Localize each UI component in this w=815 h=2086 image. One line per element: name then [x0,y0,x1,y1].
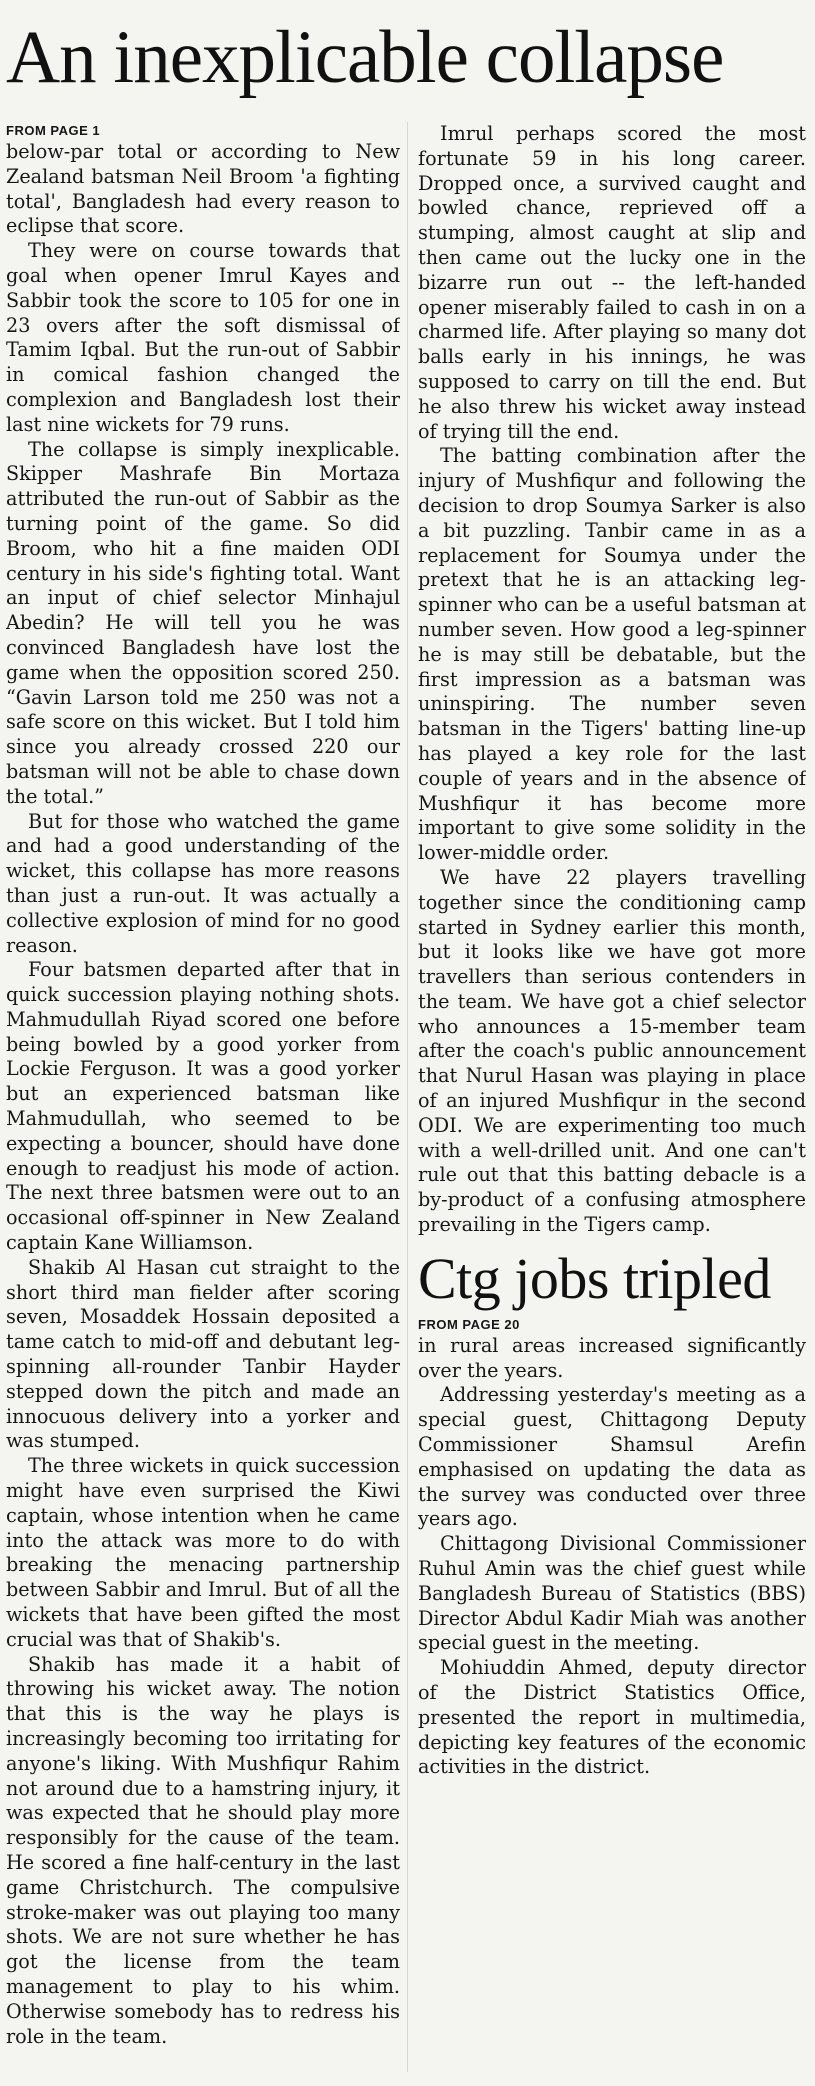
column-divider [407,122,408,2072]
article-paragraph-6: Shakib Al Hasan cut straight to the short third man fielder after scoring seven, Mosaddek Hossain deposited a tame catch to mid-off and debutant leg-spinning all-rounder Tanbir Hayder stepped down the pitch and made an innocuous delivery into a yorker and was stumped. [6,1255,400,1453]
article-paragraph-10: The batting combination after the injury of Mushfiqur and following the decision to drop Soumya Sarker is also a bit puzzling. Tanbir came in as a replacement for Soumya under the pretext that he is an attacking leg-spinner who can be a useful batsman at number seven. How good a leg-spinner he is may still be debatable, but the first impression as a batsman was uninspiring. The number seven batsman in the Tigers' batting line-up has played a key role for the last couple of years and in the absence of Mushfiqur it has become more important to give some solidity in the lower-middle order. [418,444,806,865]
article-paragraph-7: The three wickets in quick succession might have even surprised the Kiwi captain, whose intention when he came into the attack was more to do with breaking the menacing partnership between Sabbir and Imrul. But of all the wickets that have been gifted the most crucial was that of Shakib's. [6,1454,400,1651]
second-article-paragraph-1: in rural areas increased significantly over the years. [418,1333,806,1382]
second-article-paragraph-4: Mohiuddin Ahmed, deputy director of the District Statistics Office, presented the report in multimedia, depicting key features of the economic activities in the district. [418,1656,806,1779]
article-paragraph-11: We have 22 players travelling together since the conditioning camp started in Sydney earlier this month, but it looks like we have got more travellers than serious contenders in the team. We have got a chief selector who announces a 15-member team after the coach's public announcement that Nurul Hasan was playing in place of an injured Mushfiqur in the second ODI. We are experimenting too much with a well-drilled unit. And one can't rule out that this batting debacle is a by-product of a confusing atmosphere prevailing in the Tigers camp. [418,865,806,1237]
article-paragraph-1: below-par total or according to New Zealand batsman Neil Broom 'a fighting total', Bangladesh had every reason to eclipse that score. [6,140,400,238]
second-article-paragraph-2: Addressing yesterday's meeting as a special guest, Chittagong Deputy Commissioner Shamsul Arefin emphasised on updating the data as the survey was conducted over three years ago. [418,1383,806,1531]
second-article-kicker: FROM PAGE 20 [418,1316,520,1332]
article-kicker: FROM PAGE 1 [6,123,101,138]
article-paragraph-3: The collapse is simply inexplicable. Skipper Mashrafe Bin Mortaza attributed the run-out of Sabbir as the turning point of the game. So did Broom, who hit a fine maiden ODI century in his side's fighting total. Want an input of chief selector Minhajul Abedin? He will tell you he was convinced Bangladesh have lost the game when the opposition scored 250. “Gavin Larson told me 250 was not a safe score on this wicket. But I told him since you already crossed 220 our batsman will not be able to chase down the total.” [6,437,400,808]
article-paragraph-9: Imrul perhaps scored the most fortunate 59 in his long career. Dropped once, a survived caught and bowled chance, reprieved off a stumping, almost caught at slip and then came out the lucky one in the bizarre run out -- the left-handed opener miserably failed to cash in on a charmed life. After playing so many dot balls early in his innings, he was supposed to carry on till the end. But he also threw his wicket away instead of trying till the end. [418,122,806,443]
article-paragraph-4: But for those who watched the game and had a good understanding of the wicket, this collapse has more reasons than just a run-out. It was actually a collective explosion of mind for no good reason. [6,809,400,957]
left-column [6,122,400,2077]
second-article-paragraph-3: Chittagong Divisional Commissioner Ruhul Amin was the chief guest while Bangladesh Bureau of Statistics (BBS) Director Abdul Kadir Miah was another special guest in the meeting. [418,1532,806,1655]
article-paragraph-8: Shakib has made it a habit of throwing his wicket away. The notion that this is the way he plays is increasingly becoming too irritating for anyone's liking. With Mushfiqur Rahim not around due to a hamstring injury, it was expected that he should play more responsibly for the cause of the team. He scored a fine half-century in the last game Christchurch. The compulsive stroke-maker was out playing too many shots. We are not sure whether he has got the license from the team management to play to his whim. Otherwise somebody has to redress his role in the team. [6,1652,400,2048]
article-paragraph-5: Four batsmen departed after that in quick succession playing nothing shots. Mahmudullah Riyad scored one before being bowled by a good yorker from Lockie Ferguson. It was a good yorker but an experienced batsman like Mahmudullah, who seemed to be expecting a bouncer, should have done enough to readjust his mode of action. The next three batsmen were out to an occasional off-spinner in New Zealand captain Kane Williamson. [6,958,400,1255]
article-headline: An inexplicable collapse [6,16,724,99]
article-paragraph-2: They were on course towards that goal when opener Imrul Kayes and Sabbir took the score to 105 for one in 23 overs after the soft dismissal of Tamim Iqbal. But the run-out of Sabbir in comical fashion changed the complexion and Bangladesh lost their last nine wickets for 79 runs. [6,239,400,436]
second-article-headline: Ctg jobs tripled [418,1245,771,1311]
right-column [418,122,806,2077]
